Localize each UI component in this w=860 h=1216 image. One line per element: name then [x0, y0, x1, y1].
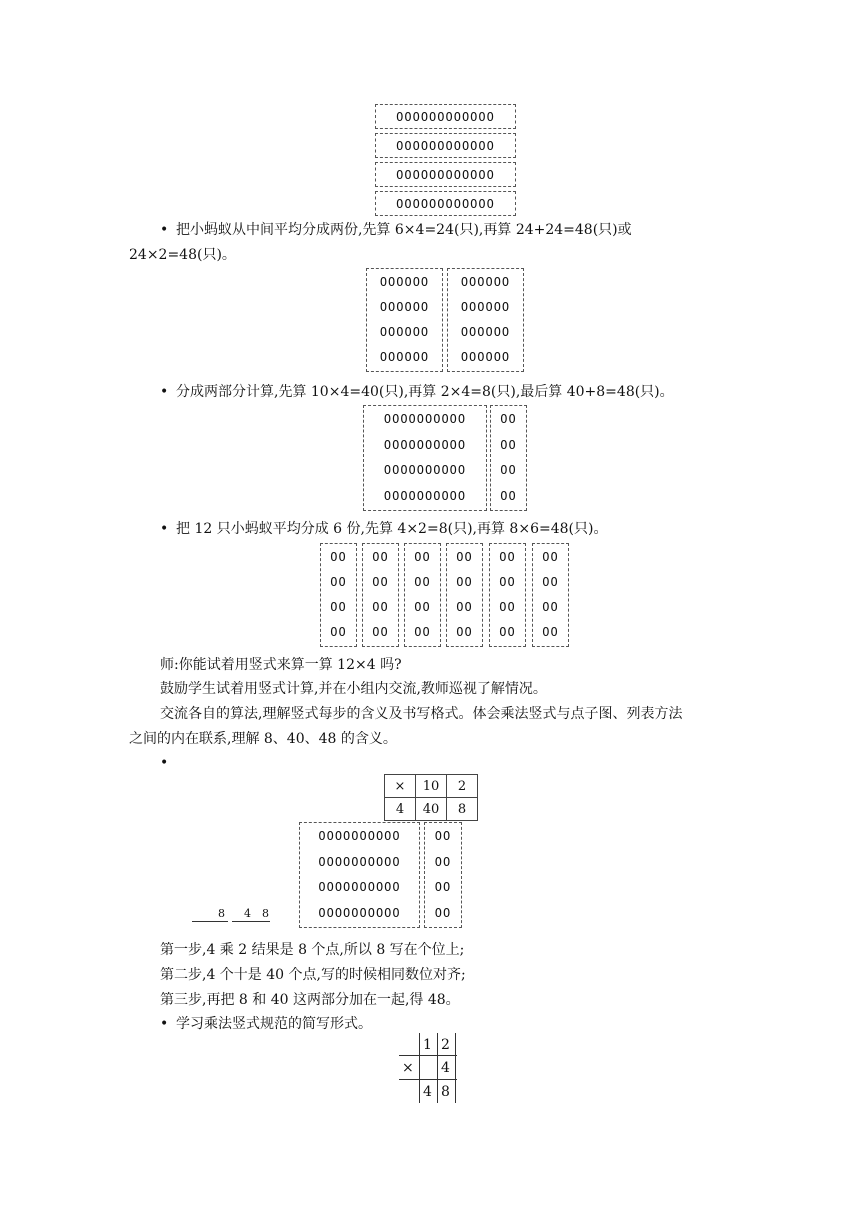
- dot-row: OOOOOOOOOO: [383, 463, 467, 477]
- dot-row: OO: [414, 575, 431, 589]
- table-cell: 10: [416, 775, 447, 798]
- divider: [437, 1033, 438, 1103]
- table-row: [385, 798, 478, 821]
- method1-line2: 24×2=48(只)。: [129, 247, 236, 263]
- dot-row: OO: [456, 550, 473, 564]
- dot-row: OOOOOOOOOO: [318, 906, 401, 920]
- dot-row: OO: [456, 600, 473, 614]
- dot-row-box: [375, 191, 516, 216]
- method2-line1: 分成两部分计算,先算 10×4=40(只),再算 2×4=8(只),最后算 40+8=48(只)。: [176, 384, 674, 400]
- dot-row: OOOOOOOOOO: [318, 880, 401, 894]
- dot-row: OO: [414, 625, 431, 639]
- dot-row: OO: [542, 575, 559, 589]
- bullet: •: [160, 222, 169, 238]
- dot-row: OOOOOOOOOOOO: [396, 139, 495, 153]
- paragraph-exchange-2: 之间的内在联系,理解 8、40、48 的含义。: [129, 731, 397, 747]
- dot-row: OO: [414, 550, 431, 564]
- dot-group-box: [404, 543, 441, 647]
- times-sign: ×: [402, 1060, 414, 1076]
- dot-row: OO: [499, 575, 516, 589]
- dot-row-box: [375, 104, 516, 129]
- dot-row: OO: [372, 550, 389, 564]
- dot-row: OO: [500, 412, 517, 426]
- vertical-multiplication: [399, 1033, 459, 1103]
- digit: 8: [262, 907, 269, 920]
- divider: [455, 1033, 456, 1103]
- table-cell: 4: [385, 798, 416, 821]
- dot-row: OO: [330, 575, 347, 589]
- table-cell: ×: [385, 775, 416, 798]
- digit: 4: [423, 1084, 432, 1100]
- vertical-fragment: [188, 906, 272, 924]
- dot-row: OO: [434, 855, 452, 869]
- dot-row: OO: [499, 550, 516, 564]
- dot-half-box: [366, 268, 443, 372]
- dot-row: OO: [499, 600, 516, 614]
- dot-row: OO: [500, 489, 517, 503]
- dot-row: OOOOOOOOOOOO: [396, 197, 495, 211]
- table-cell: 8: [447, 798, 478, 821]
- digit: 8: [218, 907, 225, 920]
- dot-row: OO: [542, 625, 559, 639]
- divider: [399, 1079, 457, 1080]
- table-row: [385, 775, 478, 798]
- bullet: •: [160, 1016, 169, 1032]
- step-3: 第三步,再把 8 和 40 这两部分加在一起,得 48。: [160, 992, 460, 1008]
- dot-row: OO: [500, 463, 517, 477]
- dot-row: OOOOOO: [460, 300, 511, 314]
- method1-line1: 把小蚂蚁从中间平均分成两份,先算 6×4=24(只),再算 24+24=48(只)或: [176, 222, 632, 238]
- dot-row: OOOOOOOOOO: [383, 412, 467, 426]
- dot-row: OO: [372, 600, 389, 614]
- dot-row: OOOOOO: [379, 325, 430, 339]
- dot-row: OOOOOO: [379, 275, 430, 289]
- divider: [192, 921, 228, 922]
- dot-half-box: [447, 268, 524, 372]
- dot-row-box: [375, 162, 516, 187]
- dot-row: OO: [372, 575, 389, 589]
- dot-row: OOOOOO: [460, 325, 511, 339]
- dot-row: OO: [414, 600, 431, 614]
- dot-row: OO: [434, 829, 452, 843]
- dot-row: OO: [434, 906, 452, 920]
- dot-row: OO: [499, 625, 516, 639]
- dot-group-box: [489, 543, 526, 647]
- dot-group-box: [446, 543, 483, 647]
- dot-group-box: [532, 543, 569, 647]
- digit: 1: [423, 1037, 432, 1053]
- bullet: •: [160, 384, 169, 400]
- step-2: 第二步,4 个十是 40 个点,写的时候相同数位对齐;: [160, 967, 466, 983]
- dot-row: OOOOOOOOOOOO: [396, 110, 495, 124]
- dot-row: OO: [542, 600, 559, 614]
- teacher-question: 师:你能试着用竖式来算一算 12×4 吗?: [160, 657, 402, 673]
- table-cell: 40: [416, 798, 447, 821]
- dot-group-box: [362, 543, 399, 647]
- step-1: 第一步,4 乘 2 结果是 8 个点,所以 8 写在个位上;: [160, 942, 465, 958]
- dot-tens-box: [363, 405, 487, 511]
- dot-row: OO: [372, 625, 389, 639]
- dot-row: OO: [456, 575, 473, 589]
- dot-row: OO: [456, 625, 473, 639]
- dot-tens-box: [299, 822, 420, 928]
- divider: [232, 921, 270, 922]
- dot-row-box: [375, 133, 516, 158]
- dot-row: OOOOOO: [379, 300, 430, 314]
- dot-row: OOOOOOOOOOOO: [396, 168, 495, 182]
- dot-row: OOOOOO: [379, 350, 430, 364]
- dot-row: OO: [330, 625, 347, 639]
- dot-ones-box: [424, 822, 462, 928]
- divider: [399, 1055, 457, 1056]
- paragraph-exchange-1: 交流各自的算法,理解竖式每步的含义及书写格式。体会乘法竖式与点子图、列表方法: [160, 706, 683, 722]
- divider: [419, 1033, 420, 1103]
- dot-group-box: [320, 543, 357, 647]
- bullet: •: [160, 521, 169, 537]
- dot-row: OOOOOO: [460, 350, 511, 364]
- dot-row: OOOOOOOOOO: [383, 489, 467, 503]
- digit: 8: [441, 1084, 450, 1100]
- dot-row: OO: [542, 550, 559, 564]
- dot-row: OOOOOOOOOO: [383, 438, 467, 452]
- dot-row: OOOOOOOOOO: [318, 829, 401, 843]
- method3-line1: 把 12 只小蚂蚁平均分成 6 份,先算 4×2=8(只),再算 8×6=48(只)。: [176, 521, 608, 537]
- dot-ones-box: [490, 405, 527, 511]
- table-cell: 2: [447, 775, 478, 798]
- dot-row: OO: [500, 438, 517, 452]
- digit: 4: [244, 907, 251, 920]
- paragraph-encourage: 鼓励学生试着用竖式计算,并在小组内交流,教师巡视了解情况。: [160, 681, 547, 697]
- dot-row: OO: [434, 880, 452, 894]
- shorthand-heading: 学习乘法竖式规范的简写形式。: [176, 1016, 372, 1032]
- bullet: •: [160, 755, 169, 771]
- dot-row: OOOOOO: [460, 275, 511, 289]
- digit: 4: [441, 1060, 450, 1076]
- dot-row: OOOOOOOOOO: [318, 855, 401, 869]
- dot-row: OO: [330, 600, 347, 614]
- digit: 2: [441, 1037, 450, 1053]
- dot-row: OO: [330, 550, 347, 564]
- multiplication-table: [384, 774, 478, 821]
